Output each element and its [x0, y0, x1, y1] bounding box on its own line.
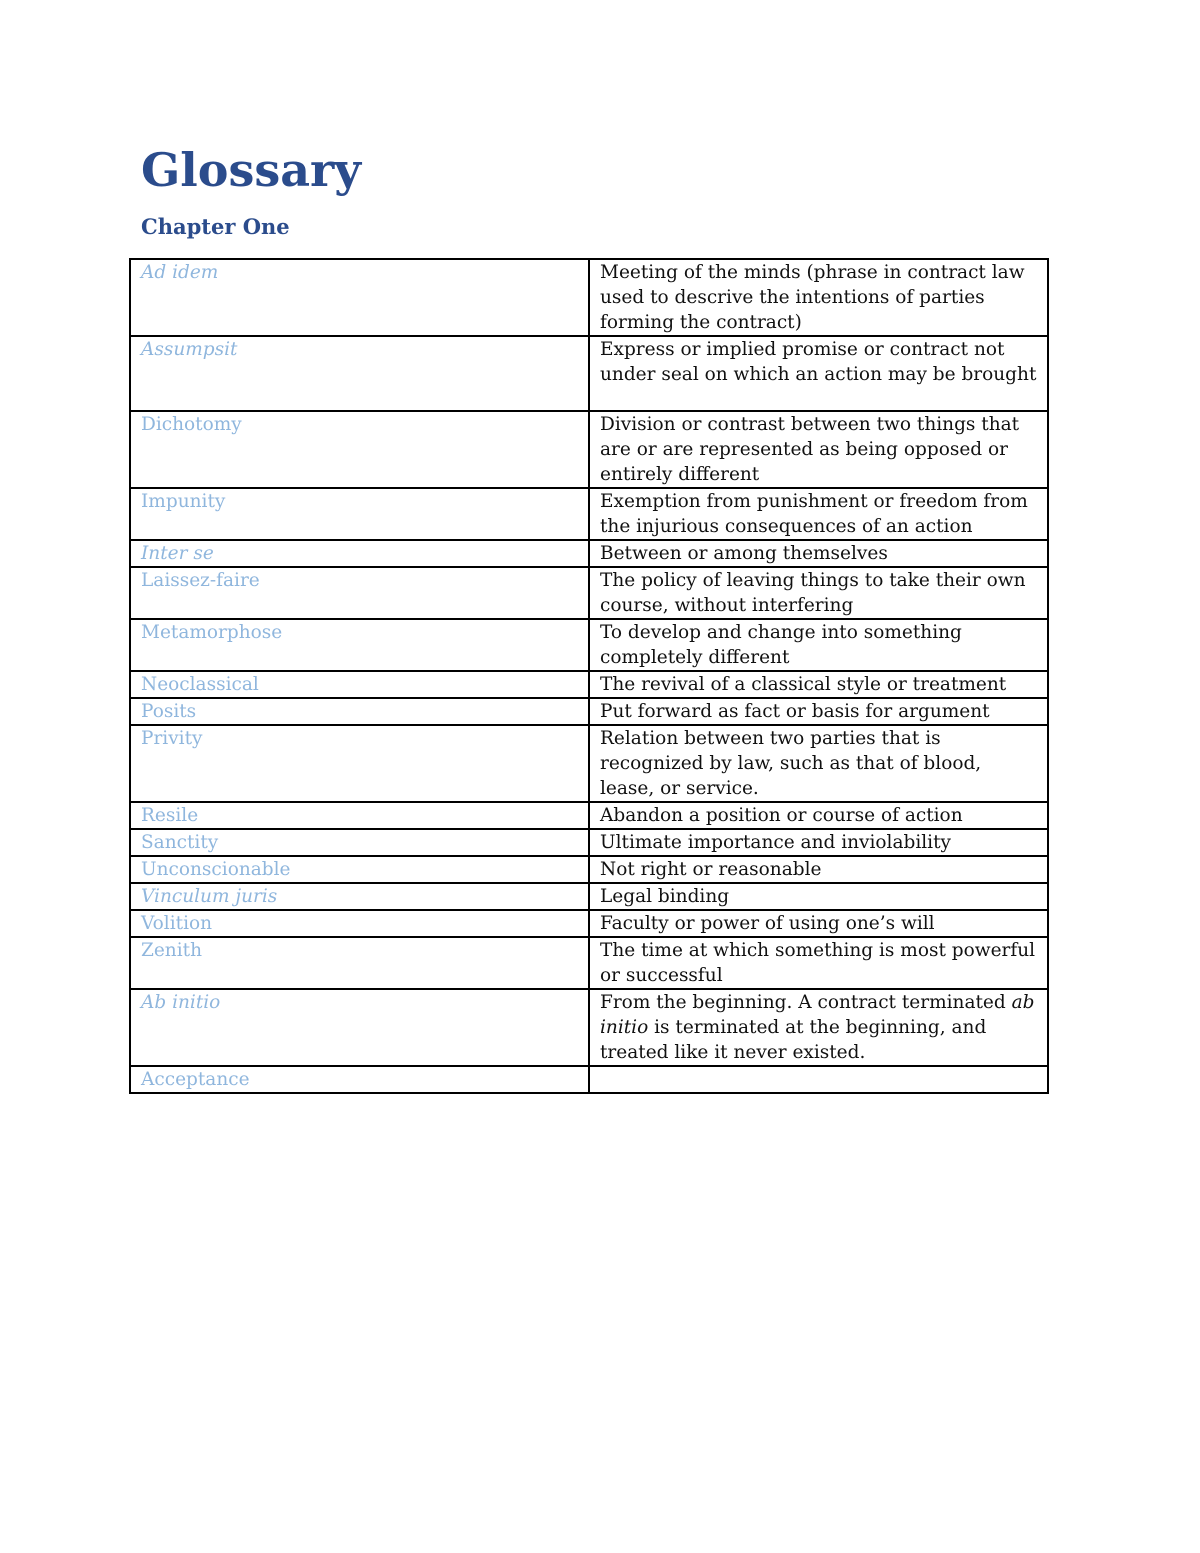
glossary-term: Ab initio: [130, 989, 589, 1066]
glossary-term: Dichotomy: [130, 411, 589, 488]
glossary-definition: The time at which something is most powerful or successful: [589, 937, 1048, 989]
glossary-definition: Ultimate importance and inviolability: [589, 829, 1048, 856]
glossary-definition: Abandon a position or course of action: [589, 802, 1048, 829]
page-title: Glossary: [141, 143, 362, 197]
glossary-row: [130, 829, 1048, 856]
glossary-term: Impunity: [130, 488, 589, 540]
glossary-term: Sanctity: [130, 829, 589, 856]
glossary-definition: Legal binding: [589, 883, 1048, 910]
glossary-row: [130, 725, 1048, 802]
glossary-term: Metamorphose: [130, 619, 589, 671]
glossary-definition: The revival of a classical style or treatment: [589, 671, 1048, 698]
glossary-definition: Relation between two parties that is recognized by law, such as that of blood, lease, or service.: [589, 725, 1048, 802]
glossary-definition: Not right or reasonable: [589, 856, 1048, 883]
glossary-row: [130, 259, 1048, 336]
definition-emphasis: ab initio: [600, 992, 1035, 1038]
glossary-row: [130, 540, 1048, 567]
chapter-heading: Chapter One: [141, 214, 290, 239]
definition-text: From the beginning. A contract terminated: [600, 992, 1012, 1013]
glossary-row: [130, 698, 1048, 725]
glossary-term: Laissez-faire: [130, 567, 589, 619]
glossary-row: [130, 336, 1048, 411]
glossary-definition: [589, 1066, 1048, 1093]
glossary-definition: Put forward as fact or basis for argument: [589, 698, 1048, 725]
glossary-definition: Meeting of the minds (phrase in contract law used to descrive the intentions of parties forming the contract): [589, 259, 1048, 336]
glossary-definition: Faculty or power of using one’s will: [589, 910, 1048, 937]
glossary-definition: Between or among themselves: [589, 540, 1048, 567]
glossary-term: Volition: [130, 910, 589, 937]
glossary-term: Zenith: [130, 937, 589, 989]
glossary-definition: Division or contrast between two things that are or are represented as being opposed or entirely different: [589, 411, 1048, 488]
glossary-term: Assumpsit: [130, 336, 589, 411]
glossary-row: [130, 856, 1048, 883]
glossary-row: [130, 488, 1048, 540]
glossary-definition: Express or implied promise or contract not under seal on which an action may be brought: [589, 336, 1048, 411]
glossary-row: [130, 802, 1048, 829]
glossary-term: Acceptance: [130, 1066, 589, 1093]
glossary-row: [130, 989, 1048, 1066]
glossary-row: [130, 619, 1048, 671]
glossary-term: Unconscionable: [130, 856, 589, 883]
glossary-row: [130, 910, 1048, 937]
glossary-row: [130, 567, 1048, 619]
glossary-row: [130, 1066, 1048, 1093]
definition-text: is terminated at the beginning, and treated like it never existed.: [600, 1017, 987, 1063]
glossary-row: [130, 937, 1048, 989]
glossary-definition: [589, 989, 1048, 1066]
glossary-definition: Exemption from punishment or freedom from the injurious consequences of an action: [589, 488, 1048, 540]
glossary-term: Vinculum juris: [130, 883, 589, 910]
glossary-table: [129, 258, 1049, 1094]
glossary-definition: The policy of leaving things to take their own course, without interfering: [589, 567, 1048, 619]
glossary-row: [130, 883, 1048, 910]
glossary-term: Neoclassical: [130, 671, 589, 698]
glossary-term: Privity: [130, 725, 589, 802]
glossary-term: Inter se: [130, 540, 589, 567]
glossary-term: Posits: [130, 698, 589, 725]
glossary-row: [130, 671, 1048, 698]
glossary-row: [130, 411, 1048, 488]
glossary-term: Ad idem: [130, 259, 589, 336]
glossary-term: Resile: [130, 802, 589, 829]
glossary-definition: To develop and change into something completely different: [589, 619, 1048, 671]
